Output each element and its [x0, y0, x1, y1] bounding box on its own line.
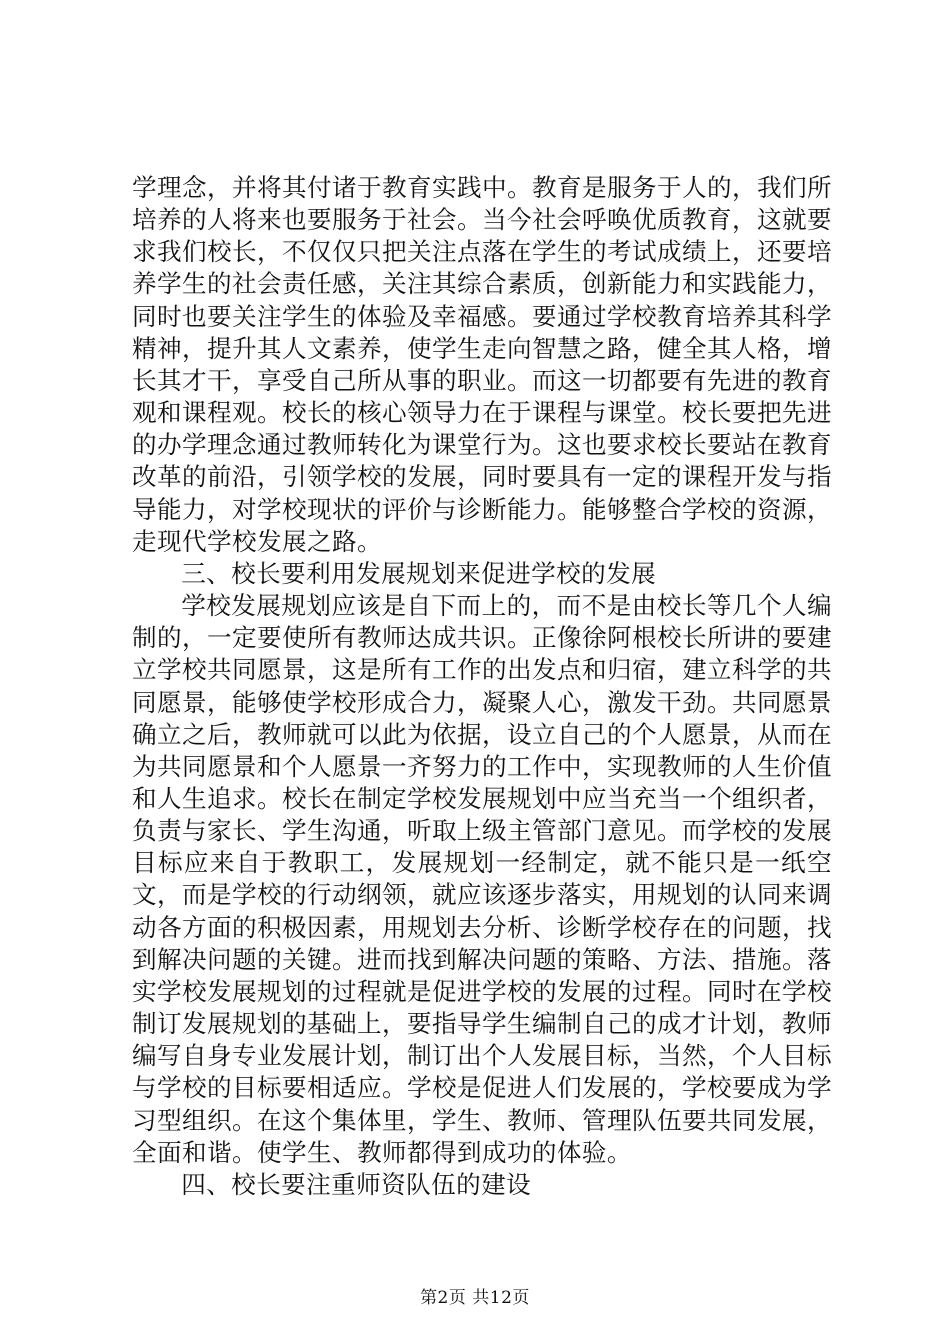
- page-footer: 第2页 共12页: [420, 1288, 530, 1308]
- body-paragraph-2: 学校发展规划应该是自下而上的，而不是由校长等几个人编制的，一定要使所有教师达成共识。正像徐阿根校长所讲的要建立学校共同愿景，这是所有工作的出发点和归宿，建立科学的共同愿景，能够使学校形成合力，凝聚人心，激发干劲。共同愿景确立之后，教师就可以此为依据，设立自己的个人愿景，从而在为共同愿景和个人愿景一齐努力的工作中，实现教师的人生价值和人生追求。校长在制定学校发展规划中应当充当一个组织者，负责与家长、学生沟通，听取上级主管部门意见。而学校的发展目标应来自于教职工，发展规划一经制定，就不能只是一纸空文，而是学校的行动纲领，就应该逐步落实，用规划的认同来调动各方面的积极因素，用规划去分析、诊断学校存在的问题，找到解决问题的关键。进而找到解决问题的策略、方法、措施。落实学校发展规划的过程就是促进学校的发展的过程。同时在学校制订发展规划的基础上，要指导学生编制自己的成才计划，教师编写自身专业发展计划，制订出个人发展目标，当然，个人目标与学校的目标要相适应。学校是促进人们发展的，学校要成为学习型组织。在这个集体里，学生、教师、管理队伍要共同发展，全面和谐。使学生、教师都得到成功的体验。: [132, 591, 832, 1167]
- document-body: [132, 172, 832, 1201]
- section-heading-3: 三、校长要利用发展规划来促进学校的发展: [181, 558, 657, 588]
- section-heading-4: 四、校长要注重师资队伍的建设: [181, 1169, 532, 1199]
- body-paragraph-1: 学理念，并将其付诸于教育实践中。教育是服务于人的，我们所培养的人将来也要服务于社会。当今社会呼唤优质教育，这就要求我们校长，不仅仅只把关注点落在学生的考试成绩上，还要培养学生的社会责任感，关注其综合素质，创新能力和实践能力，同时也要关注学生的体验及幸福感。要通过学校教育培养其科学精神，提升其人文素养，使学生走向智慧之路，健全其人格，增长其才干，享受自己所从事的职业。而这一切都要有先进的教育观和课程观。校长的核心领导力在于课程与课堂。校长要把先进的办学理念通过教师转化为课堂行为。这也要求校长要站在教育改革的前沿，引领学校的发展，同时要具有一定的课程开发与指导能力，对学校现状的评价与诊断能力。能够整合学校的资源，走现代学校发展之路。: [132, 173, 832, 556]
